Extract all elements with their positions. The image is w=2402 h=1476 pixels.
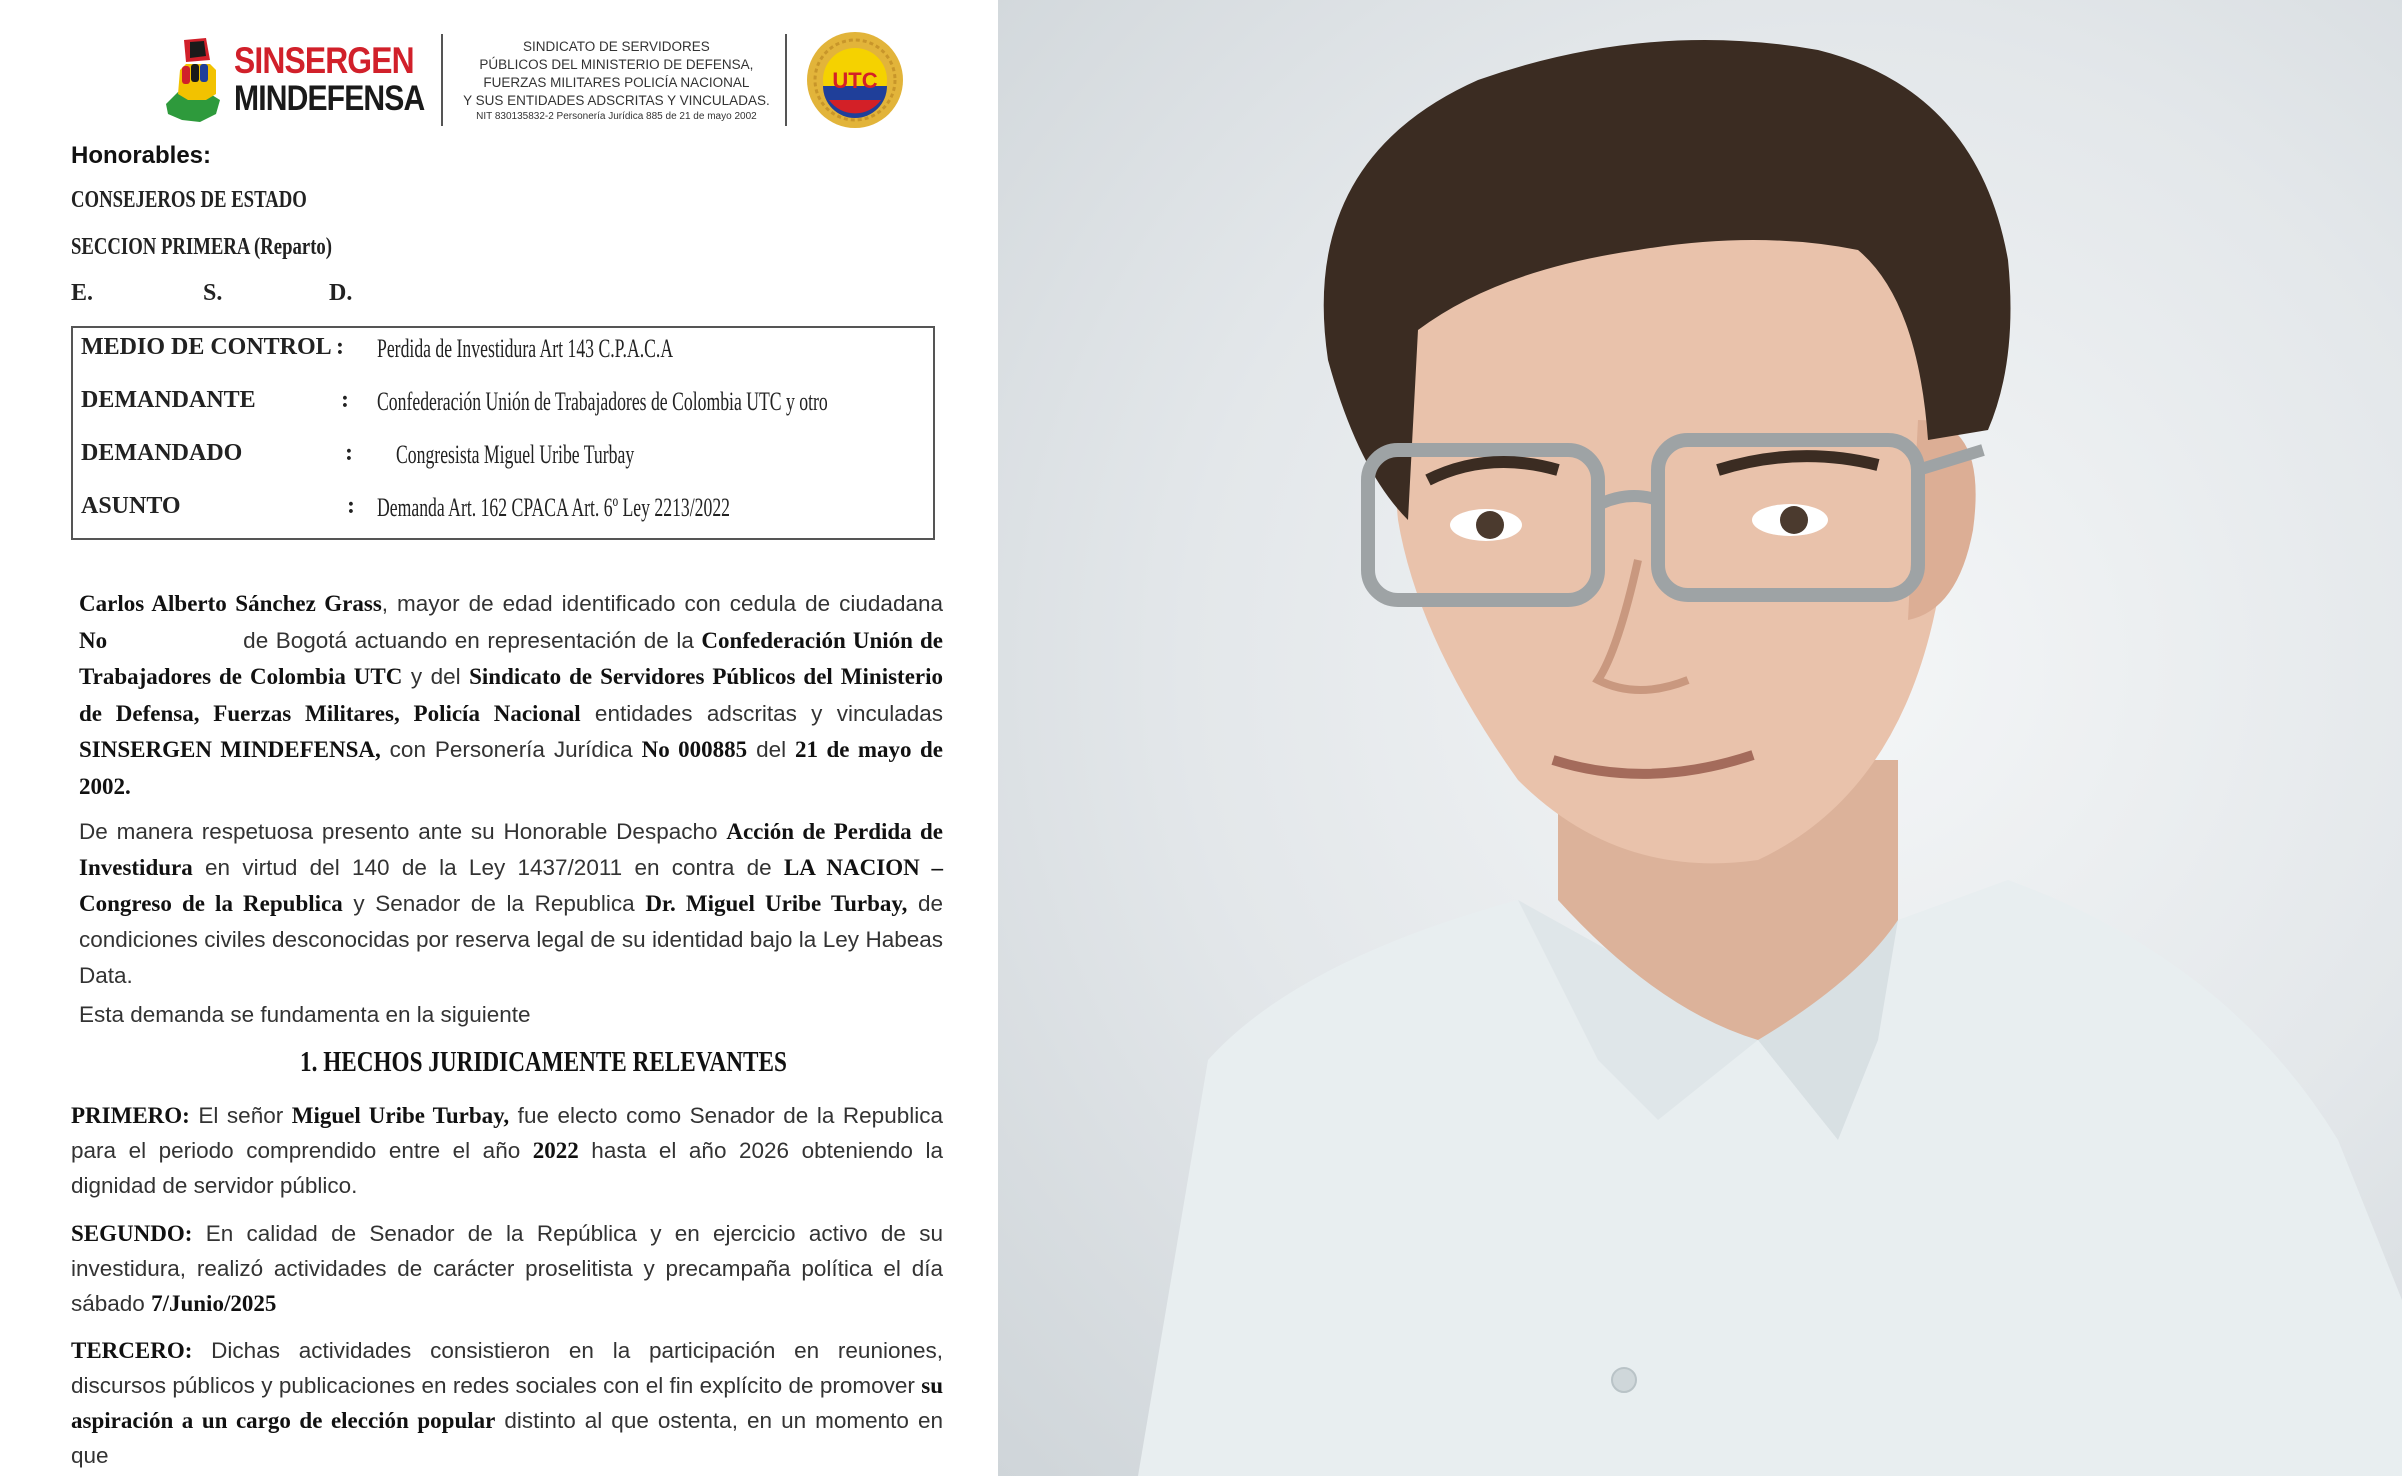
- greeting: Honorables:: [71, 142, 212, 169]
- org-line: PÚBLICOS DEL MINISTERIO DE DEFENSA,: [479, 56, 754, 72]
- fact-tercero: TERCERO: Dichas actividades consistieron en la participación en reuniones, discursos públicos y publicaciones en redes sociales con el fin explícito de promover su aspiración a un cargo de elección popular distinto al que ostenta, en un momento en que: [71, 1338, 943, 1468]
- letterhead-divider: [785, 34, 787, 126]
- control-value: Perdida de Investidura Art 143 C.P.A.C.A: [377, 334, 674, 363]
- section-heading: 1. HECHOS JURIDICAMENTE RELEVANTES: [300, 1046, 787, 1078]
- control-key: ASUNTO: [81, 493, 181, 519]
- control-value: Confederación Unión de Trabajadores de Colombia UTC y otro: [377, 387, 828, 416]
- control-value: Congresista Miguel Uribe Turbay: [396, 440, 635, 469]
- fist-map-logo-icon: [160, 34, 228, 126]
- control-value: Demanda Art. 162 CPACA Art. 6º Ley 2213/2022: [377, 493, 731, 522]
- separator-colon: :: [347, 493, 355, 519]
- control-table: [71, 326, 935, 540]
- utc-seal-icon: [805, 30, 905, 130]
- separator-colon: :: [341, 387, 349, 413]
- fact-primero: PRIMERO: El señor Miguel Uribe Turbay, fue electo como Senador de la Republica para el periodo comprendido entre el año 2022 hasta el año 2026 obteniendo la dignidad de servidor público.: [71, 1103, 943, 1198]
- document-page: [0, 0, 998, 1476]
- intro-line: Esta demanda se fundamenta en la siguiente: [79, 1002, 531, 1027]
- org-line: SINDICATO DE SERVIDORES: [523, 38, 710, 54]
- control-key: MEDIO DE CONTROL: [81, 334, 332, 360]
- recipient-line1: CONSEJEROS DE ESTADO: [71, 187, 307, 213]
- esd-e: E.: [71, 280, 94, 306]
- brand-line1: SINSERGEN: [234, 40, 414, 81]
- recipient-line2: SECCION PRIMERA (Reparto): [71, 234, 333, 260]
- portrait-illustration: [998, 0, 2402, 1476]
- fact-segundo: SEGUNDO: En calidad de Senador de la República y en ejercicio activo de su investidura, realizó actividades de carácter proselitista y precampaña política el día sábado 7/Junio/2025: [71, 1221, 943, 1316]
- org-description: [451, 38, 781, 123]
- org-line: Y SUS ENTIDADES ADSCRITAS Y VINCULADAS.: [463, 92, 770, 108]
- svg-text:UTC: UTC: [832, 68, 879, 93]
- nit-line: NIT 830135832-2 Personería Jurídica 885 de 21 de mayo 2002: [476, 110, 757, 122]
- esd-d: D.: [329, 280, 353, 306]
- control-key: DEMANDANTE: [81, 387, 256, 413]
- org-line: FUERZAS MILITARES POLICÍA NACIONAL: [483, 74, 750, 90]
- letterhead-divider: [441, 34, 443, 126]
- control-key: DEMANDADO: [81, 440, 243, 466]
- separator-colon: :: [336, 334, 344, 360]
- portrait-photo: [998, 0, 2402, 1476]
- paragraph-claimant: Carlos Alberto Sánchez Grass, mayor de edad identificado con cedula de ciudadana No de Bogotá actuando en representación de la Confederación Unión de Trabajadores de Colombia UTC y del Sindicato de Servidores Públicos del Ministerio de Defensa, Fuerzas Militares, Policía Nacional entidades adscritas y vinculadas SINSERGEN MINDEFENSA, con Personería Jurídica No 000885 del 21 de mayo de 2002.: [79, 591, 944, 799]
- brand-line2: MINDEFENSA: [234, 79, 425, 118]
- esd-s: S.: [203, 280, 223, 306]
- brand-name: [234, 42, 424, 118]
- paragraph-petition: De manera respetuosa presento ante su Honorable Despacho Acción de Perdida de Investidura en virtud del 140 de la Ley 1437/2011 en contra de LA NACION – Congreso de la Republica y Senador de la Republica Dr. Miguel Uribe Turbay, de condiciones civiles desconocidas por reserva legal de su identidad bajo la Ley Habeas Data.: [79, 819, 944, 988]
- separator-colon: :: [345, 440, 353, 466]
- letterhead: [160, 24, 905, 136]
